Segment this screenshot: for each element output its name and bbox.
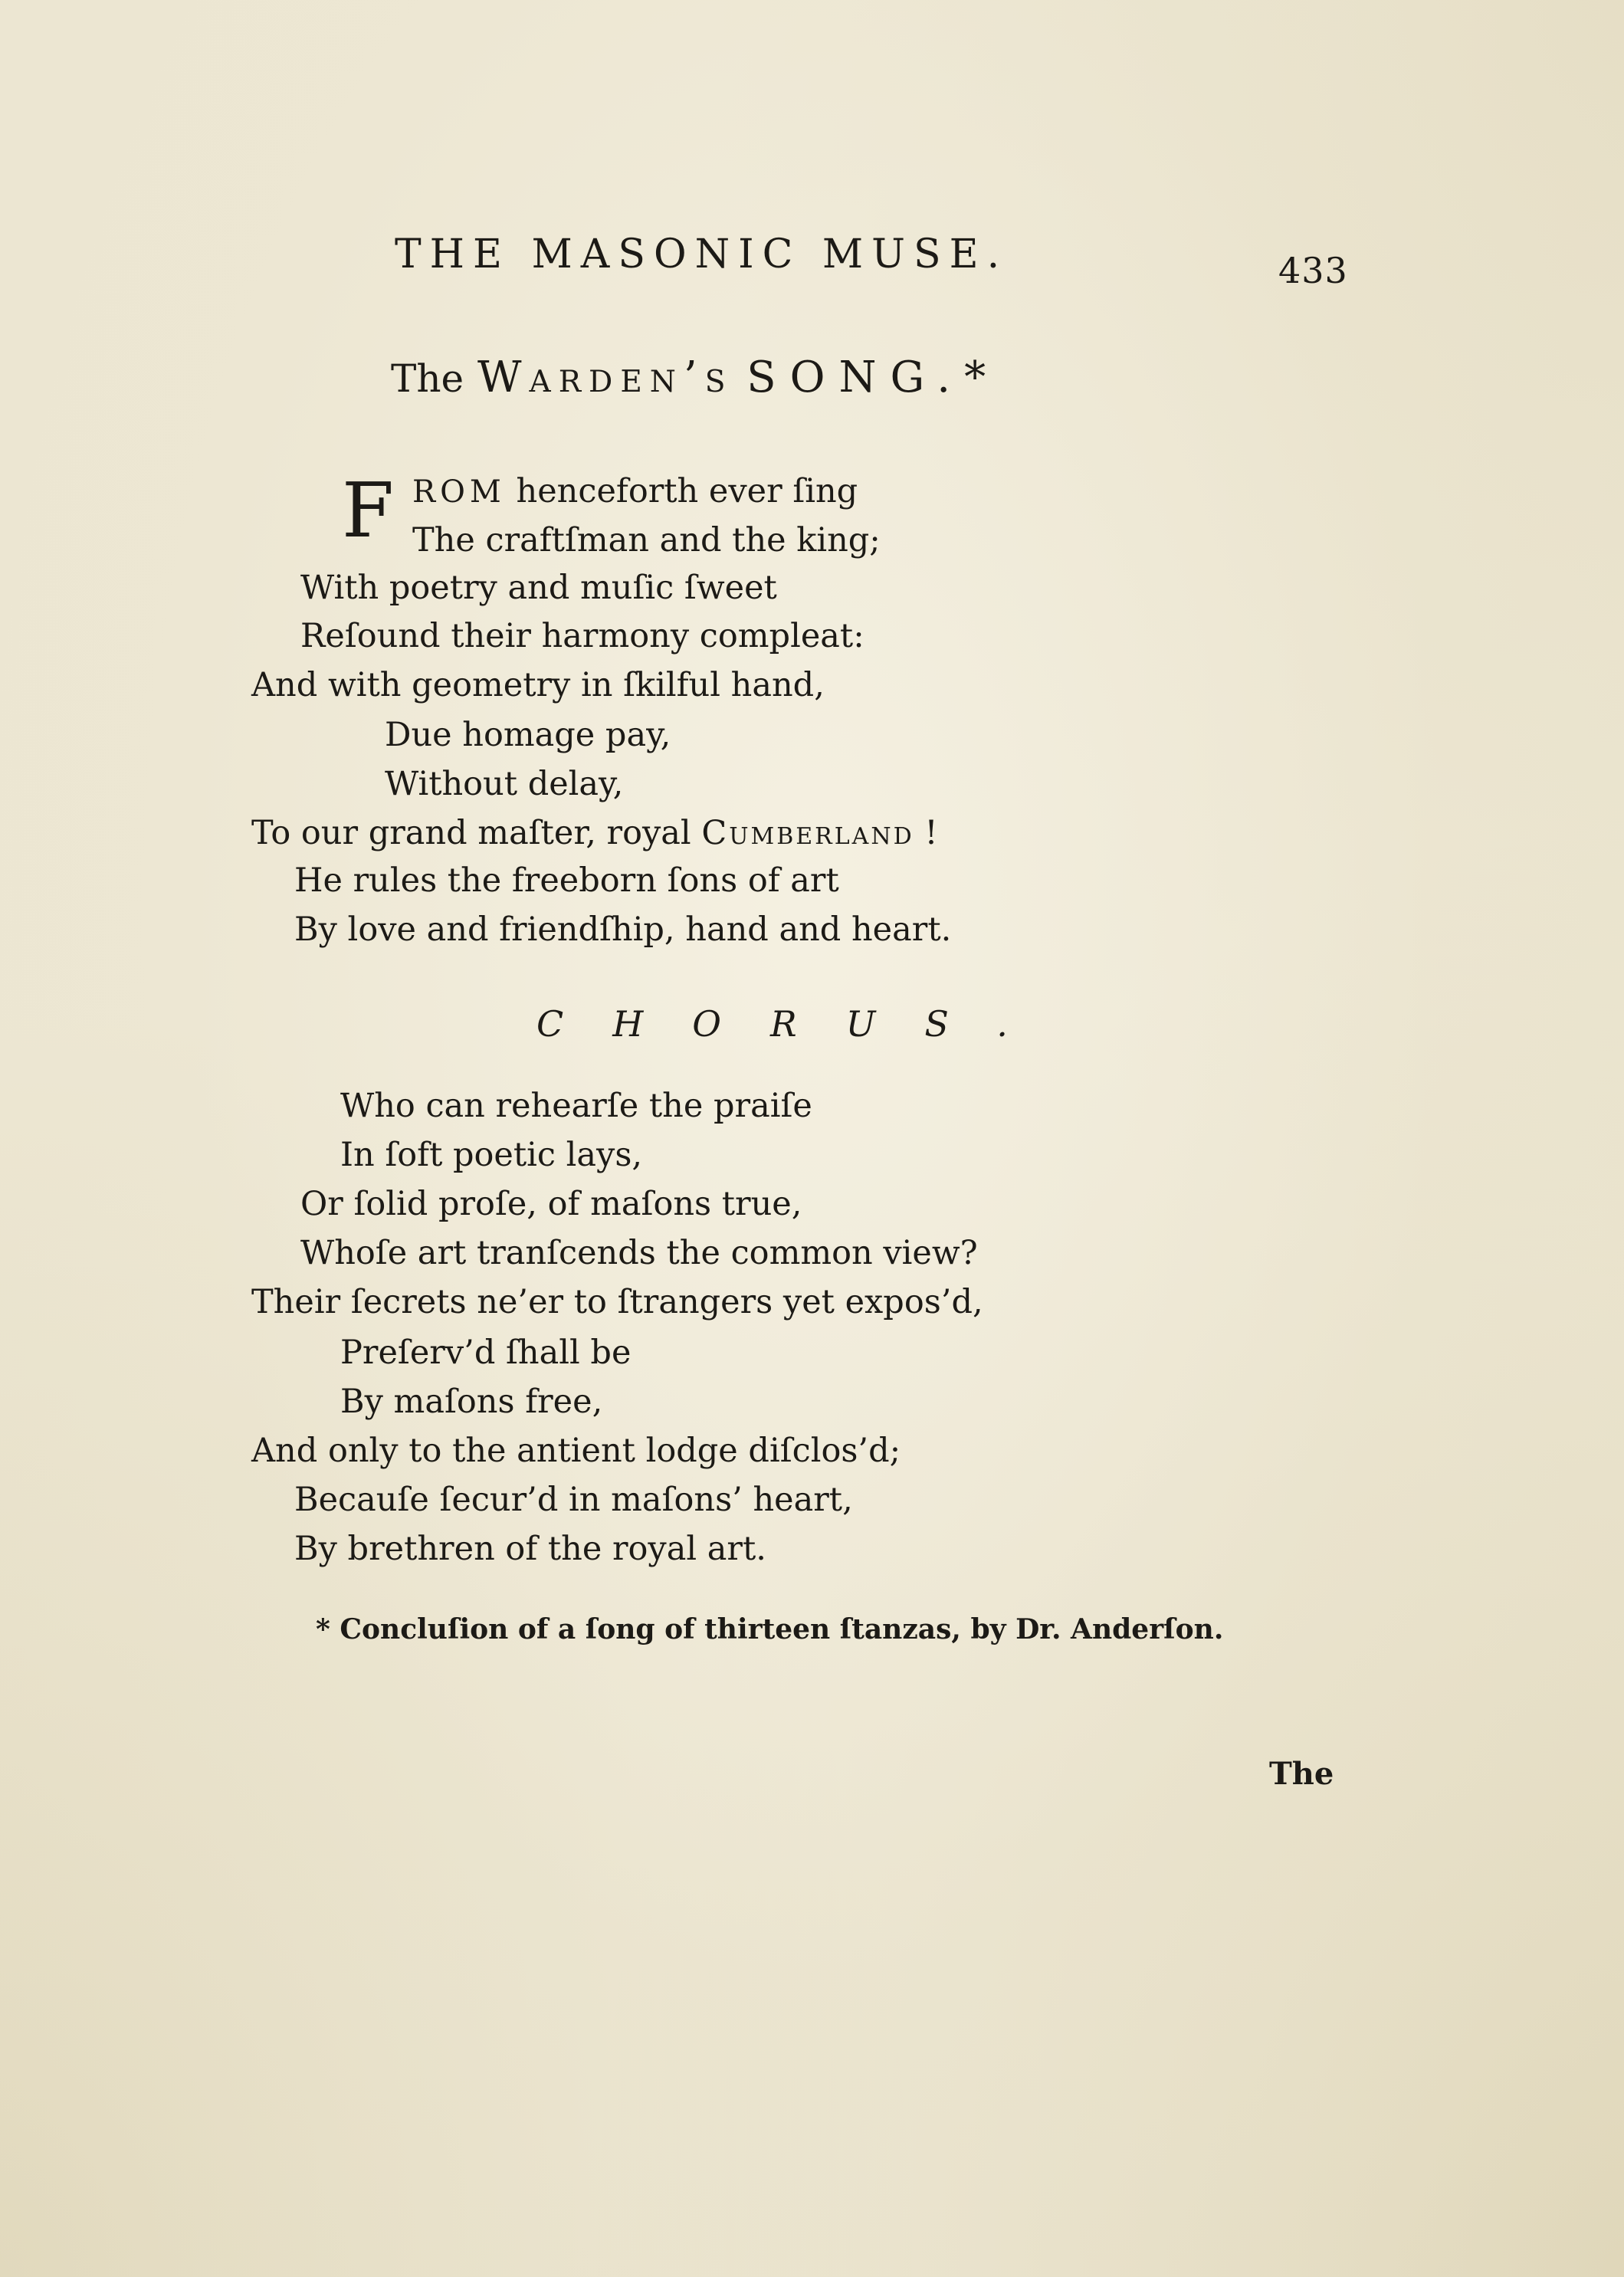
verse-line-1-caps: ROM <box>412 474 506 510</box>
chorus-line-6: Preſerv’d ſhall be <box>340 1334 632 1372</box>
verse-line-7: Without delay, <box>385 765 624 803</box>
verse-line-4: Reſound their harmony compleat: <box>300 617 864 655</box>
verse-line-9: He rules the freeborn ſons of art <box>294 861 839 900</box>
verse-line-10: By love and friendſhip, hand and heart. <box>294 910 952 949</box>
chorus-heading: CHORUS. <box>536 1003 1057 1045</box>
verse-line-3: With poetry and muſic ſweet <box>300 569 777 607</box>
song-title <box>391 353 1000 402</box>
chorus-line-4: Whoſe art tranſcends the common view? <box>300 1234 978 1272</box>
song-title-song: SONG.* <box>746 353 1000 402</box>
page-number: 433 <box>1278 250 1348 291</box>
verse-line-8-text: To our grand maſter, royal <box>251 814 702 852</box>
verse-line-2: The craftſman and the king; <box>412 521 881 559</box>
drop-cap: F <box>342 468 394 555</box>
catchword: The <box>1269 1756 1334 1792</box>
verse-line-8 <box>251 814 938 852</box>
chorus-line-1: Who can rehearſe the praiſe <box>340 1087 812 1125</box>
chorus-line-2: In ſoft poetic lays, <box>340 1136 643 1174</box>
footnote: * Concluſion of a ſong of thirteen ſtanzas, by Dr. Anderſon. <box>316 1613 1224 1645</box>
verse-line-5: And with geometry in ſkilful hand, <box>251 666 825 704</box>
running-head: THE MASONIC MUSE. <box>395 231 1009 277</box>
verse-line-1 <box>412 472 858 510</box>
chorus-line-7: By maſons free, <box>340 1383 603 1421</box>
song-title-the: The <box>391 356 464 401</box>
verse-line-8-punct: ! <box>914 814 938 852</box>
verse-line-1-rest: henceforth ever ſing <box>505 472 858 510</box>
cumberland-name: Cumberland <box>701 814 914 852</box>
chorus-line-5: Their ſecrets ne’er to ſtrangers yet expos’d, <box>251 1283 983 1321</box>
song-title-wardens: Warden’s <box>477 353 733 402</box>
chorus-line-10: By brethren of the royal art. <box>294 1530 766 1568</box>
verse-line-6: Due homage pay, <box>385 716 671 754</box>
chorus-line-8: And only to the antient lodge diſclos’d; <box>251 1432 901 1470</box>
chorus-line-3: Or ſolid proſe, of maſons true, <box>300 1185 802 1223</box>
chorus-line-9: Becauſe ſecur’d in maſons’ heart, <box>294 1481 853 1519</box>
